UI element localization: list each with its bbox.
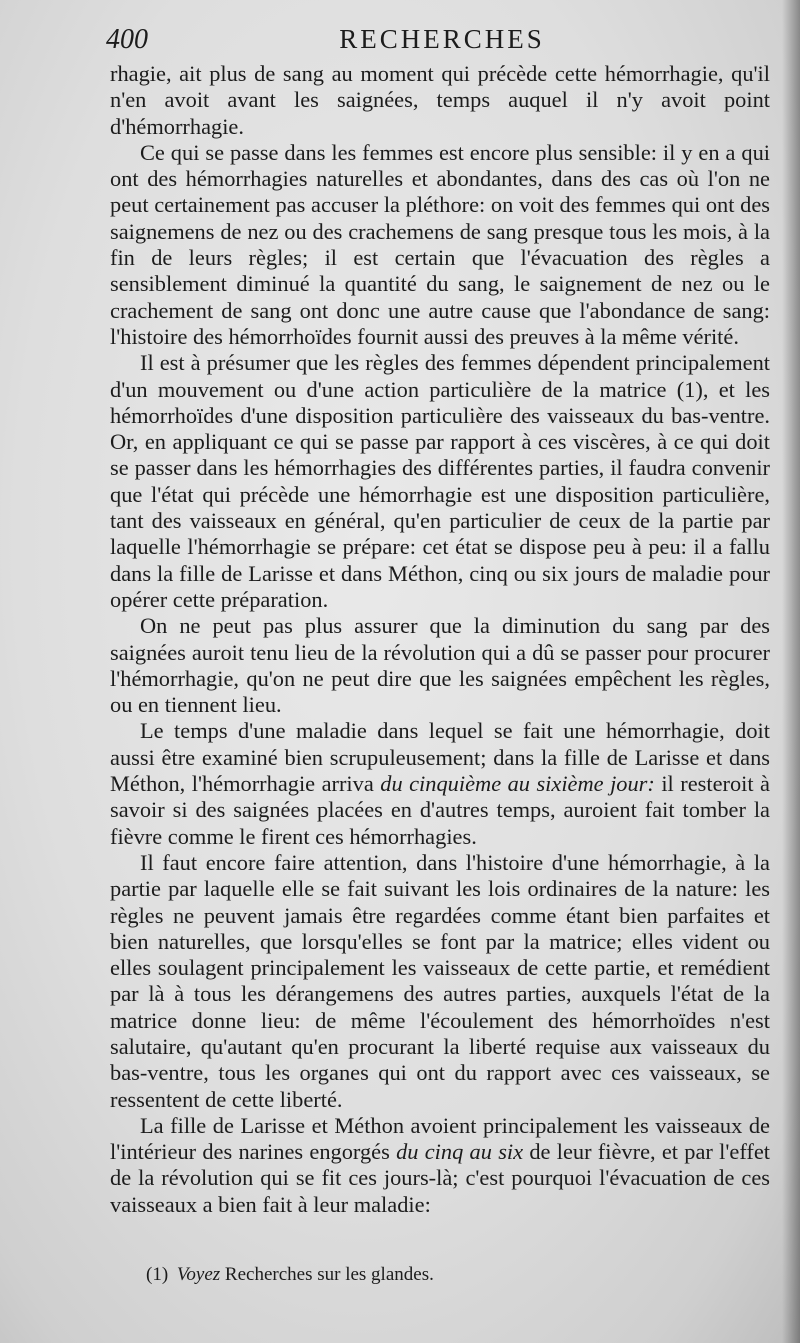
paragraph-4: On ne peut pas plus assurer que la diminution du sang par des saignées auroit tenu lieu de la révolution qui a dû se passer pour procurer l'hémorrhagie, qu'on ne peut dire que les saignées empêchent les règles, ou en tiennent lieu. (110, 613, 770, 718)
paragraph-5-text-before: Le temps d'une maladie dans lequel se fait une hémorrhagie, doit aussi être examiné bien scrupuleusement; dans la fille de Larisse et dans Méthon, l'hémorrhagie arriva (110, 718, 770, 797)
footnote-mark: (1) (146, 1264, 169, 1285)
paragraph-5 (110, 718, 770, 849)
page-header (106, 18, 778, 58)
page-number: 400 (106, 24, 148, 55)
paragraph-7-italic: du cinq au six (396, 1139, 524, 1165)
running-head: RECHERCHES (339, 24, 545, 54)
body-text (110, 61, 770, 1218)
paragraph-3: Il est à présumer que les règles des femmes dépendent principalement d'un mouvement ou d'une action particulière de la matrice (1), et les hémorrhoïdes d'une disposition particulière des vaisseaux du bas-ventre. Or, en appliquant ce qui se passe par rapport à ces viscères, à ce qui doit se passer dans les hémorrhagies des différentes parties, il faudra convenir que l'état qui précède une hémorrhagie est une disposition particulière, tant des vaisseaux en général, qu'en particulier de ceux de la partie par laquelle l'hémorrhagie se prépare: cet état se dispose peu à peu: il a fallu dans la fille de Larisse et dans Méthon, cinq ou six jours de maladie pour opérer cette préparation. (110, 350, 770, 612)
footnote (146, 1264, 434, 1286)
paragraph-7 (110, 1113, 770, 1218)
paragraph-6: Il faut encore faire attention, dans l'histoire d'une hémorrhagie, à la partie par laquelle elle se fait suivant les lois ordinaires de la nature: les règles ne peuvent jamais être regardées comme étant bien parfaites et bien naturelles, que lorsqu'elles se font par la matrice; elles vident ou elles soulagent principalement les vaisseaux de cette partie, et remédient par là à tous les dérangemens des autres parties, auxquels l'état de la matrice donne lieu: de même l'écoulement des hémorrhoïdes n'est salutaire, qu'autant qu'en procurant la liberté requise aux vaisseaux du bas-ventre, tous les organes qui ont du rapport avec ces vaisseaux, se ressentent de cette liberté. (110, 849, 770, 1112)
page-edge-shadow (782, 0, 800, 1343)
paragraph-7-text-before: La fille de Larisse et Méthon avoient principalement les vaisseaux de l'intérieur des narines engorgés (110, 1112, 770, 1165)
footnote-italic: Voyez (176, 1264, 221, 1285)
paragraph-5-text-after: il resteroit à savoir si des saignées placées en d'autres temps, auroient fait tomber la fièvre comme le firent ces hémorrhagies. (110, 771, 770, 849)
paragraph-7-text-after: de leur fièvre, et par l'effet de la révolution qui se fit ces jours-là; c'est pourquoi l'évacuation de ces vaisseaux a bien fait à leur maladie: (110, 1139, 770, 1217)
footnote-text: Recherches sur les glandes. (224, 1264, 434, 1285)
paragraph-2: Ce qui se passe dans les femmes est encore plus sensible: il y en a qui ont des hémorrhagies naturelles et abondantes, dans des cas où l'on ne peut certainement pas accuser la pléthore: on voit des femmes qui ont des saignemens de nez ou des crachemens de sang presque tous les mois, à la fin de leurs règles; il est certain que l'évacuation des règles a sensiblement diminué la quantité du sang, le saignement de nez ou le crachement de sang ont donc une autre cause que l'abondance de sang: l'histoire des hémorrhoïdes fournit aussi des preuves à la même vérité. (110, 139, 770, 349)
paragraph-1: rhagie, ait plus de sang au moment qui précède cette hémorrhagie, qu'il n'en avoit avant les saignées, temps auquel il n'y avoit point d'hémorrhagie. (110, 61, 770, 139)
paragraph-5-italic: du cinquième au sixième jour: (380, 771, 655, 797)
